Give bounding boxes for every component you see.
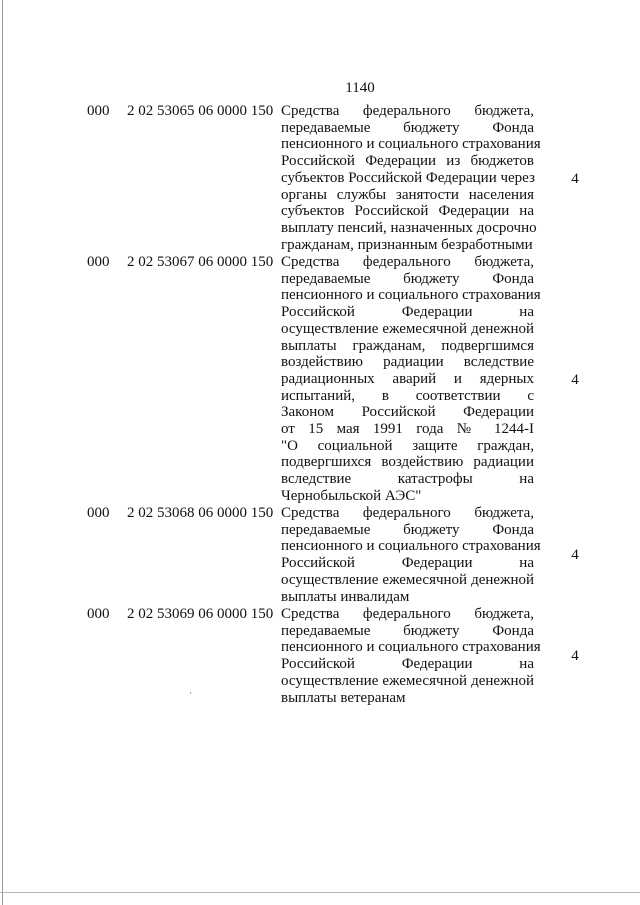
row-value: 4 — [571, 372, 579, 388]
scan-edge-left — [2, 0, 3, 905]
row-name-line: пенсионного и социального страхования — [281, 136, 541, 153]
row-name-line: подвергшихся воздействию радиации — [281, 454, 534, 471]
row-name-line: органы службы занятости населения — [281, 186, 534, 203]
row-name-line: передаваемые бюджету Фонда — [281, 119, 534, 136]
row-name-line: Средства федерального бюджета, — [281, 254, 534, 270]
row-name-line: осуществление ежемесячной денежной — [281, 320, 534, 337]
row-name-line: выплаты ветеранам — [281, 689, 406, 706]
row-code: 000 — [87, 103, 110, 119]
row-kbk: 2 02 53068 06 0000 150 — [127, 505, 274, 521]
row-name-line: Чернобыльской АЭС" — [281, 487, 422, 504]
row-name-line: Средства федерального бюджета, — [281, 606, 534, 622]
row-name-line: выплату пенсий, назначенных досрочно — [281, 219, 537, 236]
row-name-line: испытаний, в соответствии с — [281, 387, 534, 404]
row-name-line: осуществление ежемесячной денежной — [281, 571, 534, 588]
row-name-line: выплаты инвалидам — [281, 588, 410, 605]
row-name-line: Законом Российской Федерации — [281, 404, 534, 421]
row-name-line: радиационных аварий и ядерных — [281, 370, 534, 387]
row-name-line: вследствие катастрофы на — [281, 471, 534, 488]
row-name-line: от 15 мая 1991 года № 1244-I — [281, 421, 534, 438]
row-name — [281, 505, 541, 605]
row-code: 000 — [87, 254, 110, 270]
row-name-line: "О социальной защите граждан, — [281, 437, 534, 454]
row-name — [281, 606, 541, 706]
row-name-line: Средства федерального бюджета, — [281, 103, 534, 119]
row-name-line: гражданам, признанным безработными — [281, 236, 533, 253]
row-value: 4 — [571, 171, 579, 187]
row-name-line: Российской Федерации на — [281, 656, 534, 673]
row-kbk: 2 02 53069 06 0000 150 — [127, 606, 274, 622]
row-name-line: передаваемые бюджету Фонда — [281, 521, 534, 538]
row-name-line: пенсионного и социального страхования — [281, 287, 541, 304]
row-name-line: осуществление ежемесячной денежной — [281, 672, 534, 689]
row-name-line: выплаты гражданам, подвергшимся — [281, 337, 534, 354]
row-name — [281, 103, 541, 253]
row-name-line: субъектов Российской Федерации на — [281, 203, 534, 220]
scan-edge-bottom — [0, 892, 640, 893]
scan-speck — [190, 692, 191, 694]
row-code: 000 — [87, 606, 110, 622]
row-name-line: передаваемые бюджету Фонда — [281, 622, 534, 639]
row-name-line: передаваемые бюджету Фонда — [281, 270, 534, 287]
row-name-line: Российской Федерации на — [281, 304, 534, 321]
row-code: 000 — [87, 505, 110, 521]
row-name-line: Российской Федерации на — [281, 555, 534, 572]
row-name-line: Средства федерального бюджета, — [281, 505, 534, 521]
page-number: 1140 — [345, 80, 375, 96]
row-kbk: 2 02 53065 06 0000 150 — [127, 103, 274, 119]
row-name-line: воздействию радиации вследствие — [281, 354, 534, 371]
row-name — [281, 254, 541, 505]
row-value: 4 — [571, 648, 579, 664]
row-name-line: Российской Федерации из бюджетов — [281, 153, 534, 170]
row-kbk: 2 02 53067 06 0000 150 — [127, 254, 274, 270]
row-name-line: субъектов Российской Федерации через — [281, 169, 535, 186]
row-value: 4 — [571, 547, 579, 563]
row-name-line: пенсионного и социального страхования — [281, 538, 541, 555]
row-name-line: пенсионного и социального страхования — [281, 639, 541, 656]
